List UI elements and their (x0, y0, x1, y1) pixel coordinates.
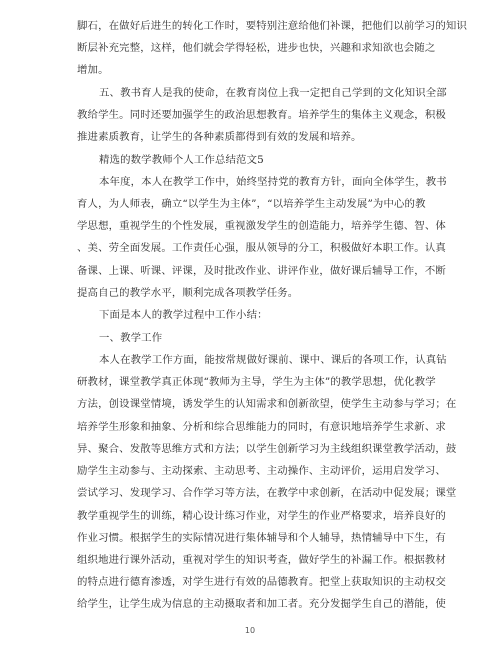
text-line: 教学重视学生的训练，精心设计练习作业，对学生的作业严格要求，培养良好的 (77, 510, 446, 522)
text-line: 断层补充完整，这样，他们就会学得轻松，进步也快，兴趣和求知欲也会随之 (77, 42, 436, 54)
text-line: 研教材，课堂教学真正体现“教师为主导，学生为主体”的教学思想，优化教学 (77, 376, 436, 388)
text-line: 培养学生形象和抽象、分析和综合思维能力的同时，有意识地培养学生求新、求 (77, 421, 446, 433)
text-line: 脚石，在做好后进生的转化工作时，要特别注意给他们补课，把他们以前学习的知识 (77, 20, 467, 32)
text-line: 增加。 (77, 64, 109, 76)
text-line: 下面是本人的教学过程中工作小结： (99, 309, 268, 321)
text-line: 本人在教学工作方面，能按常规做好课前、课中、课后的各项工作，认真钻 (99, 354, 447, 366)
section-title: 精选的数学教师个人工作总结范文5 (99, 154, 264, 166)
text-line: 励学生主动参与、主动探索、主动思考、主动操作、主动评价，运用启发学习、 (77, 465, 446, 477)
text-line: 作业习惯。根据学生的实际情况进行集体辅导和个人辅导，热情辅导中下生，有 (77, 532, 446, 544)
text-line: 的特点进行德育渗透，对学生进行有效的品德教育。把堂上获取知识的主动权交 (77, 576, 446, 588)
text-line: 推进素质教育，让学生的各种素质都得到有效的发展和培养。 (77, 131, 362, 143)
text-line: 异、聚合、发散等思维方式和方法；以学生创新学习为主线组织课堂教学活动，鼓 (77, 443, 457, 455)
text-line: 本年度，本人在教学工作中，始终坚持党的教育方针，面向全体学生，教书 (99, 176, 447, 188)
text-line: 尝试学习、发现学习、合作学习等方法，在教学中求创新，在活动中促发展；课堂 (77, 487, 457, 499)
text-line: 组织地进行课外活动，重视对学生的知识考查，做好学生的补漏工作。根据教材 (77, 554, 446, 566)
text-line: 五、教书育人是我的使命，在教育岗位上我一定把自己学到的文化知识全部 (99, 87, 447, 99)
text-line: 育人，为人师表，确立“以学生为主体”，“以培养学生主动发展”为中心的教 (77, 198, 426, 210)
text-line: 给学生，让学生成为信息的主动摄取者和加工者。充分发掘学生自己的潜能，使 (77, 598, 446, 610)
section-heading: 一、教学工作 (99, 332, 163, 344)
text-line: 、美、劳全面发展。工作责任心强，服从领导的分工，积极做好本职工作。认真 (77, 242, 446, 254)
text-line: 备课、上课、听课、评课，及时批改作业、讲评作业，做好课后辅导工作，不断 (77, 265, 446, 277)
text-line: 提高自己的教学水平，顺利完成各项教学任务。 (77, 287, 299, 299)
text-line: 学思想，重视学生的个性发展，重视激发学生的创造能力，培养学生德、智、体 (77, 220, 446, 232)
text-line: 方法，创设课堂情境，诱发学生的认知需求和创新欲望，使学生主动参与学习；在 (77, 398, 457, 410)
page-number: 10 (244, 626, 256, 635)
text-line: 教给学生。同时还要加强学生的政治思想教育。培养学生的集体主义观念，积极 (77, 109, 446, 121)
